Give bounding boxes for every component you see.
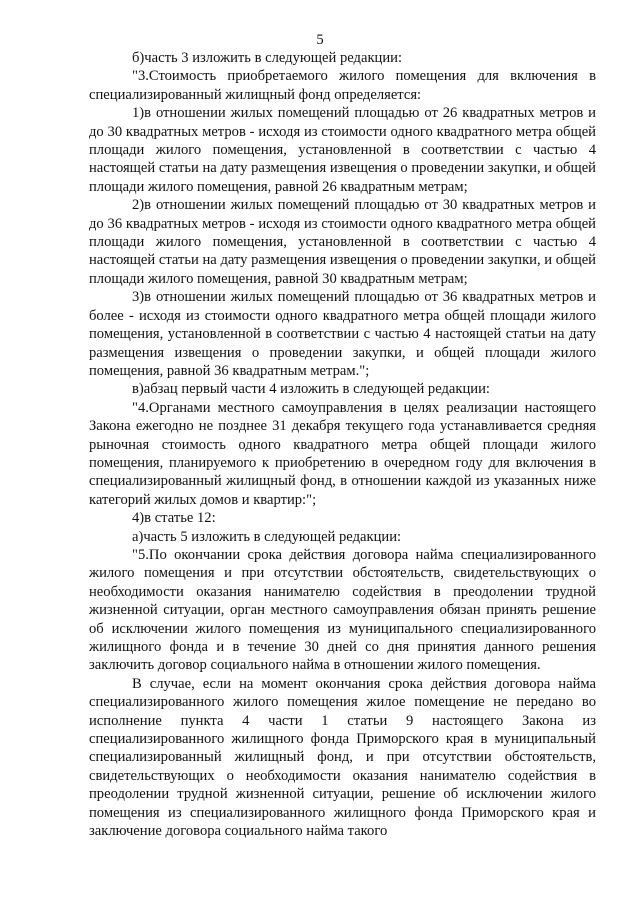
paragraph: в)абзац первый части 4 изложить в следующей редакции: (132, 381, 490, 398)
paragraph: 3)в отношении жилых помещений площадью от 36 квадратных метров и более - исходя из стоимости одного квадратного метра общей площади жилого помещения, установленной в соответствии с частью 4 настоящей статьи на дату размещения извещения о проведении закупки, и общей площади жилого помещения, равной 36 квадратным метрам."; (89, 289, 596, 379)
paragraph: 4)в статье 12: (132, 510, 216, 527)
paragraph: "5.По окончании срока действия договора найма специализированного жилого помещения и при отсутствии обстоятельств, свидетельствующих о необходимости оказания нанимателю содействия в преодолении трудной жизненной ситуации, орган местного самоуправления обязан принять решение об исключении жилого помещения из муниципального специализированного жилищного фонда и в течение 30 дней со дня принятия данного решения заключить договор социального найма в отношении жилого помещения. (89, 546, 596, 674)
paragraph: "4.Органами местного самоуправления в целях реализации настоящего Закона ежегодно не позднее 31 декабря текущего года устанавливается средняя рыночная стоимость одного квадратного метра общей площади жилого помещения, планируемого к приобретению в очередном году для включения в специализированный жилищный фонд, в отношении каждой из указанных ниже категорий жилых домов и квартир:"; (89, 399, 596, 508)
paragraph: б)часть 3 изложить в следующей редакции: (132, 50, 403, 66)
paragraph: 2)в отношении жилых помещений площадью от 30 квадратных метров и до 36 квадратных метров - исходя из стоимости одного квадратного метра общей площади жилого помещения, установленной в соответствии с частью 4 настоящей статьи на дату размещения извещения о проведении закупки, и общей площади жилого помещения, равной 30 квадратным метрам; (89, 197, 596, 287)
document-body (89, 49, 596, 840)
page-number: 5 (316, 32, 324, 48)
paragraph: 1)в отношении жилых помещений площадью от 26 квадратных метров и до 30 квадратных метров - исходя из стоимости одного квадратного метра общей площади жилого помещения, установленной в соответствии с частью 4 настоящей статьи на дату размещения извещения о проведении закупки, и общей площади жилого помещения, равной 26 квадратным метрам; (89, 105, 596, 195)
paragraph: В случае, если на момент окончания срока действия договора найма специализированного жилого помещения жилое помещение не передано во исполнение пункта 4 части 1 статьи 9 настоящего Закона из специализированного жилищного фонда Приморского края в муниципальный специализированный жилищный фонд, и при отсутствии обстоятельств, свидетельствующих о необходимости оказания нанимателю содействия в преодолении трудной жизненной ситуации, решение об исключении жилого помещения из специализированного жилищного фонда Приморского края и заключение договора социального найма такого (89, 675, 596, 840)
paragraph: а)часть 5 изложить в следующей редакции: (132, 528, 402, 545)
paragraph: "3.Стоимость приобретаемого жилого помещения для включения в специализированный жилищный фонд определяется: (89, 68, 596, 103)
